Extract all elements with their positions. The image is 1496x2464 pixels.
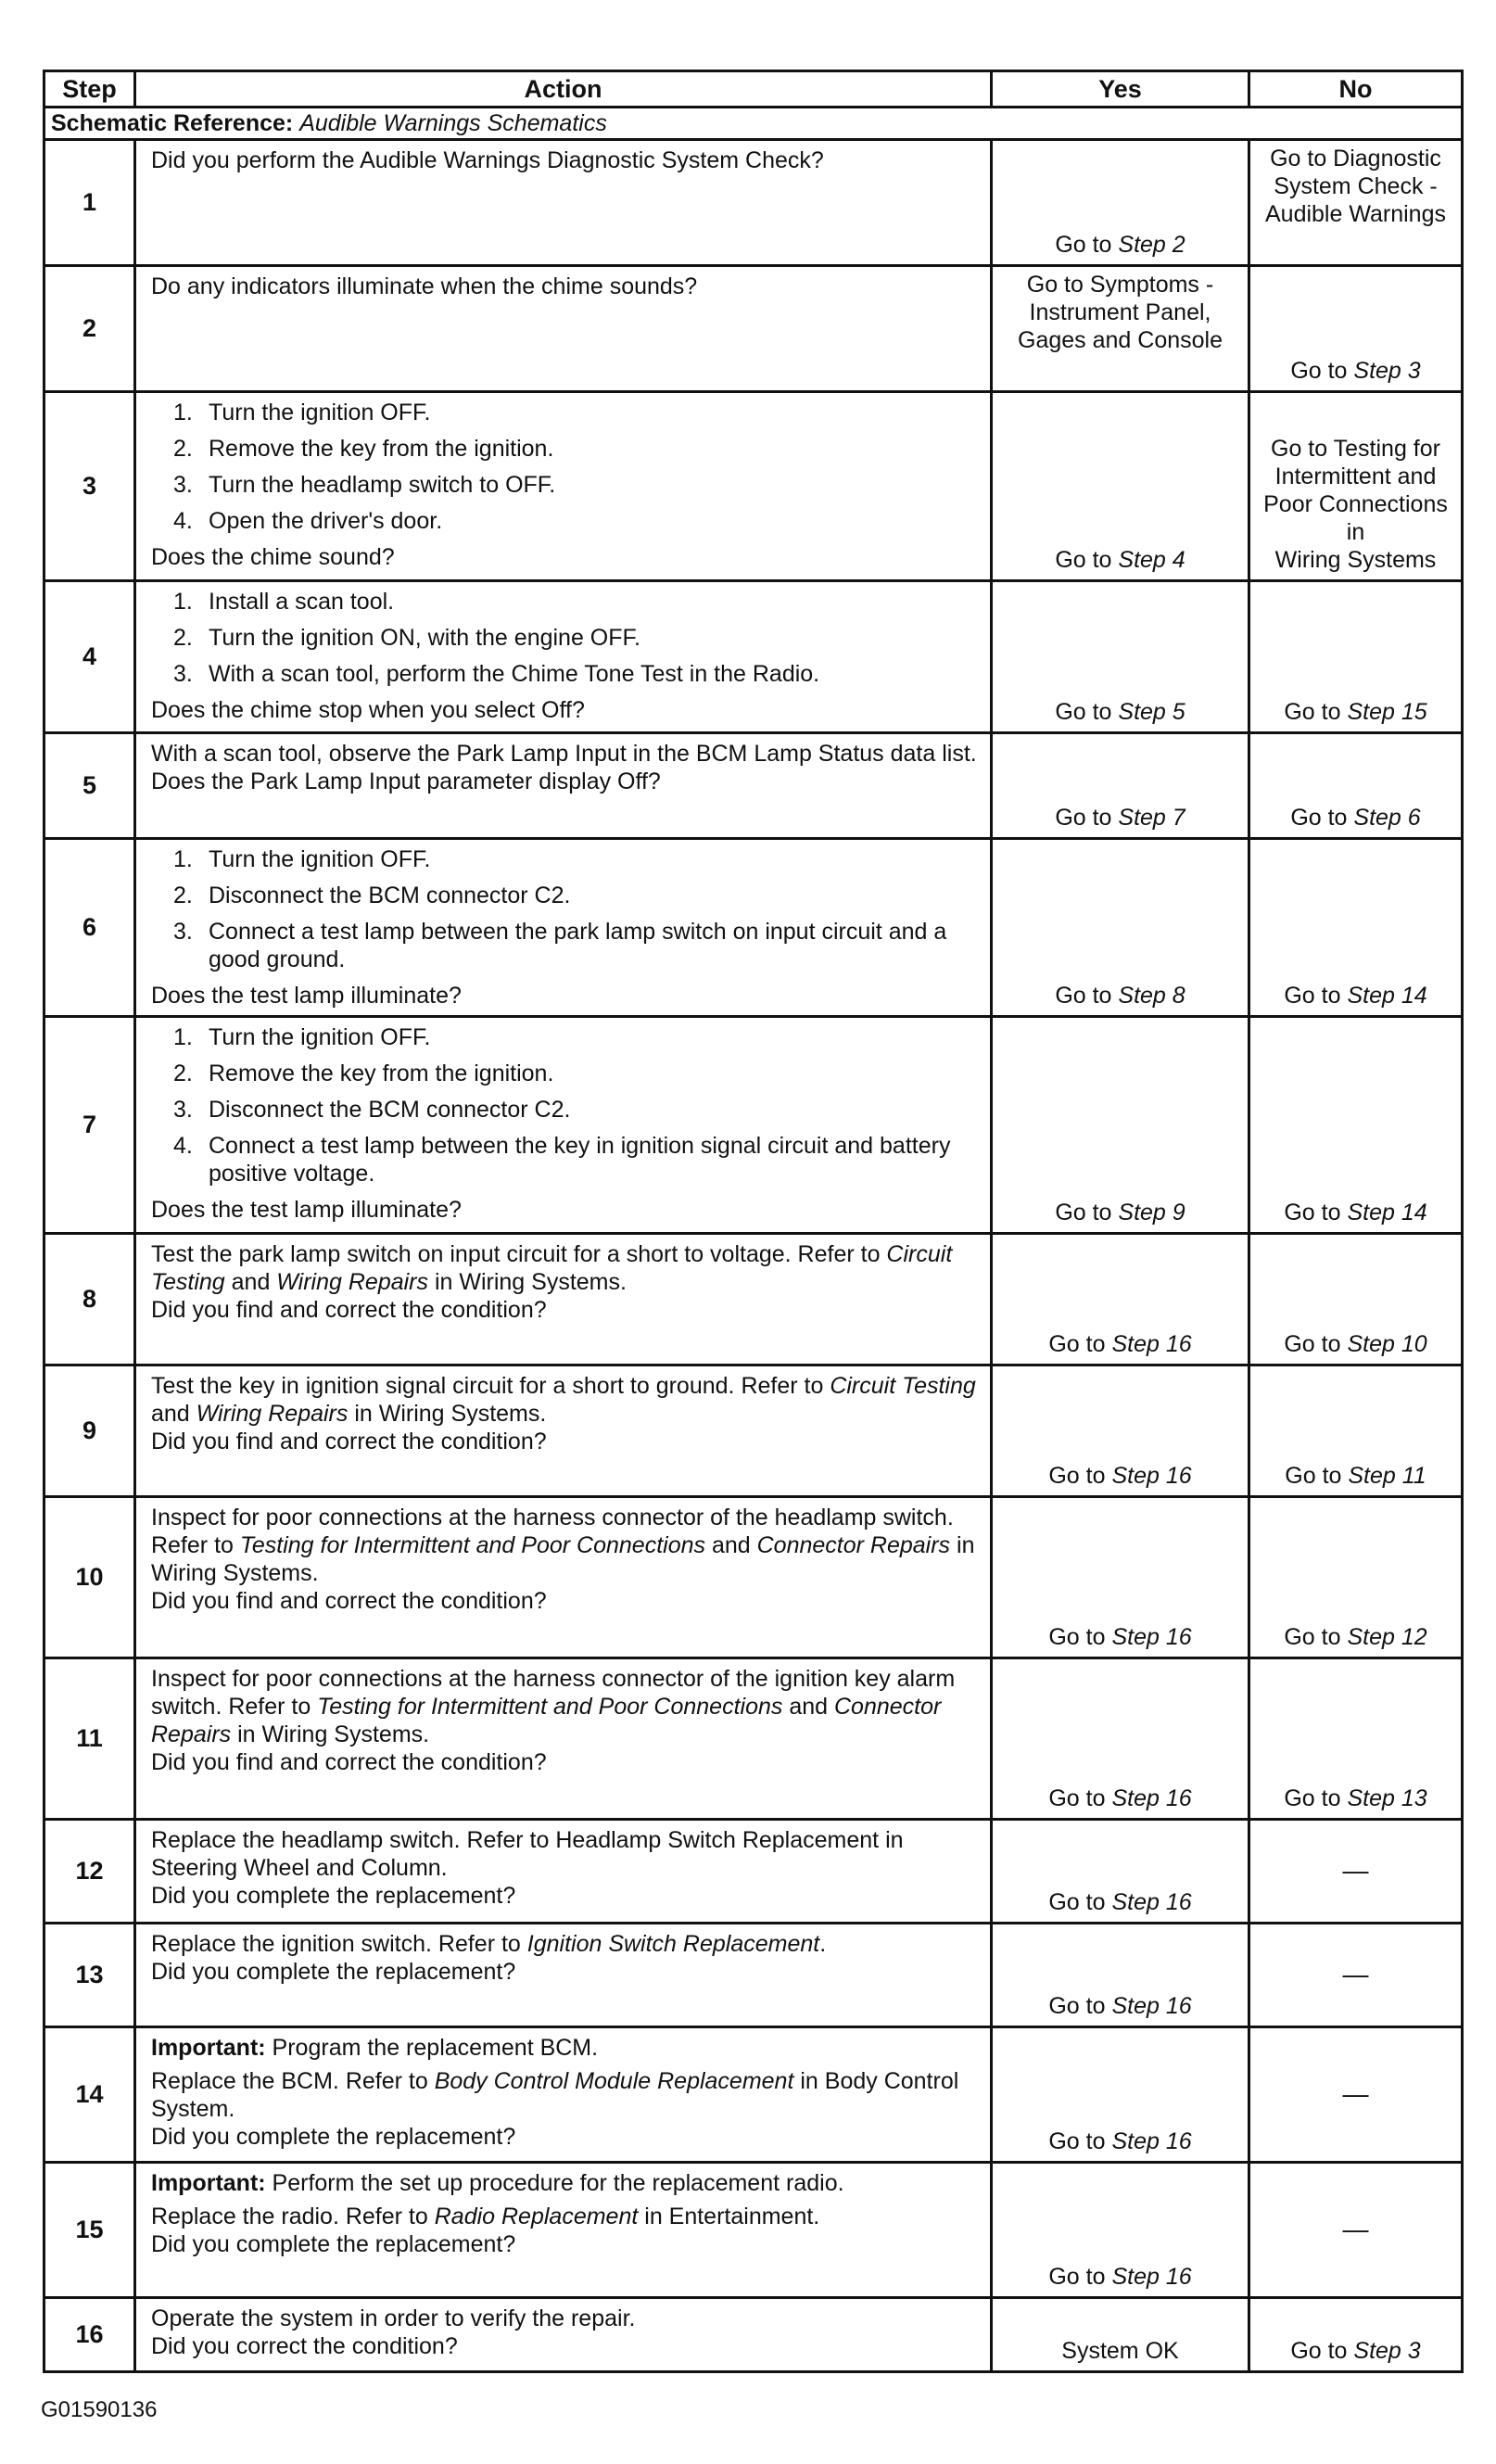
table-row [44, 2298, 1463, 2372]
step-number: 12 [44, 1820, 135, 1924]
yes-cell [992, 392, 1249, 581]
action-body [151, 845, 981, 982]
yes-goto-prefix: Go to [1055, 1200, 1119, 1226]
action-step-text: Turn the ignition OFF. [209, 400, 431, 425]
action-body [151, 588, 981, 696]
action-steps-list [151, 845, 981, 973]
action-question: Did you perform the Audible Warnings Diagnostic System Check? [151, 147, 824, 173]
table-body [44, 108, 1463, 2372]
action-cell [135, 1820, 992, 1924]
action-step-item [151, 882, 981, 909]
yes-cell [992, 1658, 1249, 1820]
yes-goto-step: Step 16 [1111, 1993, 1192, 2019]
action-step-item [151, 399, 981, 426]
no-goto-step: Step 11 [1348, 1463, 1426, 1489]
action-content [151, 1504, 981, 1615]
action-text-part: Inspect for poor connections at the harness connector of the ignition key alarm switch. Refer to [151, 1666, 956, 1720]
yes-goto-prefix: Go to [1048, 2264, 1112, 2290]
action-step-text: Open the driver's door. [209, 508, 443, 534]
table-row [44, 266, 1463, 392]
yes-cell [992, 2163, 1249, 2298]
yes-cell [992, 1017, 1249, 1234]
action-text-part: . [819, 1931, 827, 1957]
no-goto-step: Step 13 [1347, 1785, 1427, 1811]
no-goto-step: Step 10 [1347, 1331, 1427, 1357]
yes-goto-prefix: Go to [1048, 1624, 1112, 1650]
no-text-line: Go to Testing for [1271, 436, 1440, 462]
no-text: — [1342, 2214, 1369, 2243]
no-cell [1249, 266, 1463, 392]
action-question: Did you complete the replacement? [151, 1959, 516, 1985]
figure-code: G01590136 [41, 2397, 158, 2422]
yes-goto-step: Step 16 [1111, 1785, 1192, 1811]
action-text-part: in Wiring Systems. [428, 1269, 627, 1295]
action-content [151, 845, 981, 1010]
step-number: 7 [44, 1017, 135, 1234]
action-cell [135, 392, 992, 581]
step-number: 13 [44, 1924, 135, 2027]
action-body [151, 1372, 981, 1428]
no-cell [1249, 2027, 1463, 2163]
step-number: 1 [44, 140, 135, 266]
action-body [151, 1930, 981, 1958]
action-text-part: in Wiring Systems. [348, 1401, 547, 1427]
action-step-item [151, 660, 981, 688]
action-cell [135, 1017, 992, 1234]
no-goto-prefix: Go to [1284, 1785, 1348, 1811]
action-text [151, 1372, 981, 1428]
no-cell [1249, 1658, 1463, 1820]
table-row [44, 1820, 1463, 1924]
action-text-part: in Wiring Systems. [231, 1721, 430, 1747]
action-question: Did you complete the replacement? [151, 2231, 516, 2257]
action-step-item [151, 507, 981, 535]
no-goto-step: Step 14 [1347, 1200, 1427, 1226]
action-content [151, 1826, 981, 1910]
step-number: 9 [44, 1365, 135, 1497]
action-text-part: Replace the ignition switch. Refer to [151, 1931, 527, 1957]
action-text-part: and [705, 1532, 757, 1558]
step-number: 11 [44, 1658, 135, 1820]
yes-goto-step: Step 16 [1111, 1889, 1192, 1915]
action-reference: Ignition Switch Replacement [526, 1931, 820, 1957]
yes-goto-step: Step 4 [1118, 547, 1185, 573]
step-number: 4 [44, 581, 135, 733]
no-cell [1249, 2298, 1463, 2372]
table-row [44, 2027, 1463, 2163]
no-cell [1249, 839, 1463, 1017]
yes-text-line: Go to Symptoms - [1026, 272, 1214, 298]
action-text [151, 2067, 981, 2123]
yes-cell [992, 581, 1249, 733]
action-body [151, 1023, 981, 1196]
action-step-text: Remove the key from the ignition. [209, 436, 554, 462]
action-content [151, 740, 981, 795]
yes-goto-prefix: Go to [1048, 1993, 1112, 2019]
action-question: Did you find and correct the condition? [151, 1749, 547, 1775]
no-text-line: in [1346, 519, 1365, 545]
action-text-part: in Body Control System. [151, 2068, 959, 2122]
action-step-text: Connect a test lamp between the park lamp switch on input circuit and a good ground. [209, 919, 947, 972]
action-step-text: Disconnect the BCM connector C2. [209, 883, 571, 908]
action-question: Did you find and correct the condition? [151, 1297, 547, 1323]
yes-goto-prefix: Go to [1055, 983, 1119, 1009]
yes-cell [992, 140, 1249, 266]
yes-goto-step: Step 8 [1118, 983, 1185, 1009]
step-number: 15 [44, 2163, 135, 2298]
no-text-line: Intermittent and [1274, 464, 1437, 489]
action-step-item [151, 845, 981, 873]
yes-cell [992, 733, 1249, 839]
action-body [151, 1665, 981, 1748]
schematic-reference [44, 108, 1463, 140]
action-cell [135, 733, 992, 839]
action-step-item [151, 588, 981, 616]
action-cell [135, 2027, 992, 2163]
action-content [151, 1240, 981, 1324]
action-text-part: Test the park lamp switch on input circuit for a short to voltage. Refer to [151, 1241, 887, 1267]
action-reference: Connector Repairs [756, 1532, 951, 1558]
action-content [151, 273, 981, 300]
action-text-part: and [224, 1269, 277, 1295]
yes-goto-prefix: Go to [1055, 699, 1119, 725]
action-body [151, 1504, 981, 1587]
action-step-text: Turn the headlamp switch to OFF. [209, 472, 556, 498]
diagnostic-table [43, 70, 1464, 2373]
yes-goto-prefix: Go to [1055, 805, 1119, 831]
no-text-line: Poor Connections [1263, 491, 1448, 517]
action-cell [135, 1658, 992, 1820]
action-cell [135, 1497, 992, 1658]
action-content [151, 146, 981, 174]
action-reference: Wiring Repairs [196, 1401, 349, 1427]
action-content [151, 2305, 981, 2360]
action-step-number: 2. [173, 1061, 193, 1086]
action-step-number: 3. [173, 919, 193, 945]
action-steps-list [151, 1023, 981, 1188]
action-step-item [151, 1023, 981, 1051]
action-step-number: 2. [173, 436, 193, 462]
action-question: Did you find and correct the condition? [151, 1429, 547, 1454]
step-number: 14 [44, 2027, 135, 2163]
no-goto-step: Step 6 [1353, 805, 1421, 831]
no-goto-prefix: Go to [1284, 1331, 1348, 1357]
header-action: Action [135, 71, 992, 108]
action-question: Did you correct the condition? [151, 2333, 458, 2359]
yes-cell [992, 2027, 1249, 2163]
action-question: Did you complete the replacement? [151, 1883, 516, 1909]
yes-goto-prefix: Go to [1048, 2128, 1112, 2154]
important-note [151, 2169, 981, 2197]
no-cell [1249, 1820, 1463, 1924]
action-reference: Circuit Testing [151, 1241, 953, 1295]
yes-text: System OK [1061, 2338, 1179, 2364]
action-content [151, 1665, 981, 1776]
no-cell [1249, 1365, 1463, 1497]
yes-cell [992, 1497, 1249, 1658]
yes-goto-step: Step 9 [1118, 1200, 1185, 1226]
yes-text-line: Instrument Panel, [1029, 299, 1211, 325]
yes-cell [992, 1924, 1249, 2027]
action-body [151, 740, 981, 768]
table-row [44, 1017, 1463, 1234]
action-step-number: 4. [173, 508, 193, 534]
diagnostic-table-container [43, 70, 1461, 2373]
action-question: Did you complete the replacement? [151, 2124, 516, 2150]
action-text-part: Inspect for poor connections at the harness connector of the headlamp switch. Refer to [151, 1505, 954, 1558]
yes-cell [992, 266, 1249, 392]
yes-cell [992, 839, 1249, 1017]
action-step-number: 1. [173, 589, 193, 615]
header-yes: Yes [992, 71, 1249, 108]
yes-goto-step: Step 7 [1118, 805, 1185, 831]
schematic-label: Schematic Reference: [51, 109, 294, 136]
no-goto-prefix: Go to [1290, 358, 1354, 384]
important-text: Program the replacement BCM. [265, 2035, 599, 2061]
action-content [151, 1372, 981, 1455]
action-step-number: 2. [173, 883, 193, 908]
action-reference: Testing for Intermittent and Poor Connections [239, 1532, 706, 1558]
action-reference: Body Control Module Replacement [434, 2068, 794, 2094]
action-text [151, 1240, 981, 1296]
no-goto-prefix: Go to [1290, 2338, 1354, 2364]
action-reference: Testing for Intermittent and Poor Connections [317, 1694, 783, 1720]
action-text: Replace the headlamp switch. Refer to Headlamp Switch Replacement in Steering Wheel and Column. [151, 1827, 904, 1881]
table-row [44, 1365, 1463, 1497]
no-goto-step: Step 3 [1353, 2338, 1421, 2364]
action-step-number: 1. [173, 846, 193, 872]
action-step-item [151, 624, 981, 652]
step-number: 16 [44, 2298, 135, 2372]
no-goto-step: Step 3 [1353, 358, 1421, 384]
action-step-number: 4. [173, 1133, 193, 1159]
no-cell [1249, 140, 1463, 266]
no-cell [1249, 392, 1463, 581]
no-text-line: Go to Diagnostic [1270, 146, 1441, 171]
no-cell [1249, 1497, 1463, 1658]
action-text: With a scan tool, observe the Park Lamp Input in the BCM Lamp Status data list. [151, 741, 977, 767]
action-question: Does the Park Lamp Input parameter display Off? [151, 768, 661, 794]
yes-goto-step: Step 16 [1111, 1624, 1192, 1650]
action-step-item [151, 1096, 981, 1124]
action-question: Does the chime stop when you select Off? [151, 697, 585, 723]
yes-goto-prefix: Go to [1048, 1463, 1112, 1489]
no-goto-prefix: Go to [1284, 1624, 1348, 1650]
table-row [44, 140, 1463, 266]
action-step-item [151, 1060, 981, 1087]
no-text: — [1342, 2078, 1369, 2108]
yes-goto-prefix: Go to [1055, 232, 1119, 258]
no-goto-prefix: Go to [1285, 1463, 1349, 1489]
action-reference: Wiring Repairs [276, 1269, 429, 1295]
table-row [44, 581, 1463, 733]
yes-goto-prefix: Go to [1048, 1889, 1112, 1915]
no-goto-prefix: Go to [1284, 1200, 1348, 1226]
step-number: 8 [44, 1234, 135, 1365]
action-step-text: Remove the key from the ignition. [209, 1061, 554, 1086]
yes-goto-prefix: Go to [1055, 547, 1119, 573]
action-question: Does the chime sound? [151, 544, 395, 570]
action-body [151, 2169, 981, 2230]
yes-goto-step: Step 5 [1118, 699, 1185, 725]
important-note [151, 2034, 981, 2062]
action-content [151, 1023, 981, 1224]
action-step-text: Connect a test lamp between the key in ignition signal circuit and battery positive voltage. [209, 1133, 951, 1187]
action-step-text: Install a scan tool. [209, 589, 395, 615]
no-text-line: Audible Warnings [1264, 201, 1446, 227]
action-step-number: 3. [173, 472, 193, 498]
yes-cell [992, 1365, 1249, 1497]
action-text: Operate the system in order to verify the repair. [151, 2305, 636, 2331]
step-number: 3 [44, 392, 135, 581]
no-text-line: System Check - [1274, 173, 1438, 199]
table-row [44, 392, 1463, 581]
action-cell [135, 581, 992, 733]
header-step: Step [44, 71, 135, 108]
action-steps-list [151, 399, 981, 535]
no-goto-prefix: Go to [1290, 805, 1354, 831]
action-step-text: Turn the ignition OFF. [209, 1024, 431, 1050]
action-step-number: 1. [173, 1024, 193, 1050]
yes-text-line: Gages and Console [1018, 327, 1223, 353]
step-number: 6 [44, 839, 135, 1017]
action-text-part: Replace the radio. Refer to [151, 2204, 435, 2229]
table-row [44, 2163, 1463, 2298]
action-reference: Radio Replacement [434, 2204, 639, 2229]
action-step-number: 1. [173, 400, 193, 425]
action-question: Does the test lamp illuminate? [151, 1197, 462, 1223]
action-step-text: With a scan tool, perform the Chime Tone Test in the Radio. [209, 661, 820, 687]
no-cell [1249, 1234, 1463, 1365]
no-cell [1249, 1017, 1463, 1234]
schematic-row [44, 108, 1463, 140]
action-body [151, 399, 981, 543]
table-row [44, 1924, 1463, 2027]
yes-goto-step: Step 16 [1111, 2264, 1192, 2290]
action-cell [135, 140, 992, 266]
no-cell [1249, 733, 1463, 839]
header-no: No [1249, 71, 1463, 108]
no-goto-step: Step 12 [1347, 1624, 1427, 1650]
no-cell [1249, 581, 1463, 733]
action-text [151, 1930, 981, 1958]
action-text [151, 1665, 981, 1748]
action-body [151, 2034, 981, 2123]
step-number: 5 [44, 733, 135, 839]
action-cell [135, 1365, 992, 1497]
step-number: 2 [44, 266, 135, 392]
action-cell [135, 1924, 992, 2027]
step-number: 10 [44, 1497, 135, 1658]
action-body [151, 2305, 981, 2332]
yes-cell [992, 2298, 1249, 2372]
schematic-value: Audible Warnings Schematics [299, 109, 607, 136]
action-step-item [151, 435, 981, 463]
no-goto-step: Step 14 [1347, 983, 1427, 1009]
important-label: Important: [151, 2170, 266, 2196]
table-row [44, 1234, 1463, 1365]
no-cell [1249, 2163, 1463, 2298]
important-text: Perform the set up procedure for the replacement radio. [265, 2170, 844, 2196]
action-step-number: 3. [173, 1097, 193, 1123]
action-step-text: Turn the ignition OFF. [209, 846, 431, 872]
yes-goto-step: Step 16 [1111, 2128, 1192, 2154]
action-content [151, 1930, 981, 1986]
action-text [151, 1504, 981, 1587]
action-step-item [151, 918, 981, 973]
action-content [151, 2169, 981, 2258]
action-text-part: Replace the BCM. Refer to [151, 2068, 435, 2094]
action-cell [135, 2163, 992, 2298]
action-cell [135, 1234, 992, 1365]
action-question: Does the test lamp illuminate? [151, 983, 462, 1009]
action-reference: Connector Repairs [151, 1694, 942, 1747]
action-content [151, 588, 981, 724]
action-steps-list [151, 588, 981, 688]
important-label: Important: [151, 2035, 266, 2061]
yes-goto-step: Step 2 [1118, 232, 1185, 258]
no-goto-prefix: Go to [1284, 699, 1348, 725]
table-row [44, 839, 1463, 1017]
action-step-number: 3. [173, 661, 193, 687]
action-step-text: Disconnect the BCM connector C2. [209, 1097, 571, 1123]
action-text-part: and [782, 1694, 834, 1720]
action-text-part: and [151, 1401, 197, 1427]
no-cell [1249, 1924, 1463, 2027]
yes-goto-step: Step 16 [1111, 1331, 1192, 1357]
no-text: — [1342, 1959, 1369, 1988]
table-row [44, 1658, 1463, 1820]
action-step-item [151, 471, 981, 499]
table-row [44, 733, 1463, 839]
header-row [44, 71, 1463, 108]
no-text: — [1342, 1855, 1369, 1885]
no-text-line: Wiring Systems [1274, 547, 1437, 573]
action-cell [135, 266, 992, 392]
yes-goto-prefix: Go to [1048, 1331, 1112, 1357]
action-step-text: Turn the ignition ON, with the engine OFF. [209, 625, 640, 651]
action-cell [135, 2298, 992, 2372]
yes-cell [992, 1820, 1249, 1924]
action-reference: Circuit Testing [830, 1373, 976, 1399]
yes-goto-prefix: Go to [1048, 1785, 1112, 1811]
action-step-item [151, 1132, 981, 1188]
no-goto-prefix: Go to [1284, 983, 1348, 1009]
action-text [151, 2203, 981, 2230]
no-goto-step: Step 15 [1347, 699, 1427, 725]
table-row [44, 1497, 1463, 1658]
action-question: Do any indicators illuminate when the chime sounds? [151, 273, 698, 299]
action-cell [135, 839, 992, 1017]
action-body [151, 1240, 981, 1296]
yes-goto-step: Step 16 [1111, 1463, 1192, 1489]
action-body [151, 1826, 981, 1882]
action-content [151, 399, 981, 571]
action-content [151, 2034, 981, 2151]
action-text-part: in Entertainment. [638, 2204, 820, 2229]
action-question: Did you find and correct the condition? [151, 1588, 547, 1614]
action-step-number: 2. [173, 625, 193, 651]
action-text-part: Test the key in ignition signal circuit for a short to ground. Refer to [151, 1373, 830, 1399]
action-text-part: in Wiring Systems. [151, 1532, 975, 1586]
yes-cell [992, 1234, 1249, 1365]
